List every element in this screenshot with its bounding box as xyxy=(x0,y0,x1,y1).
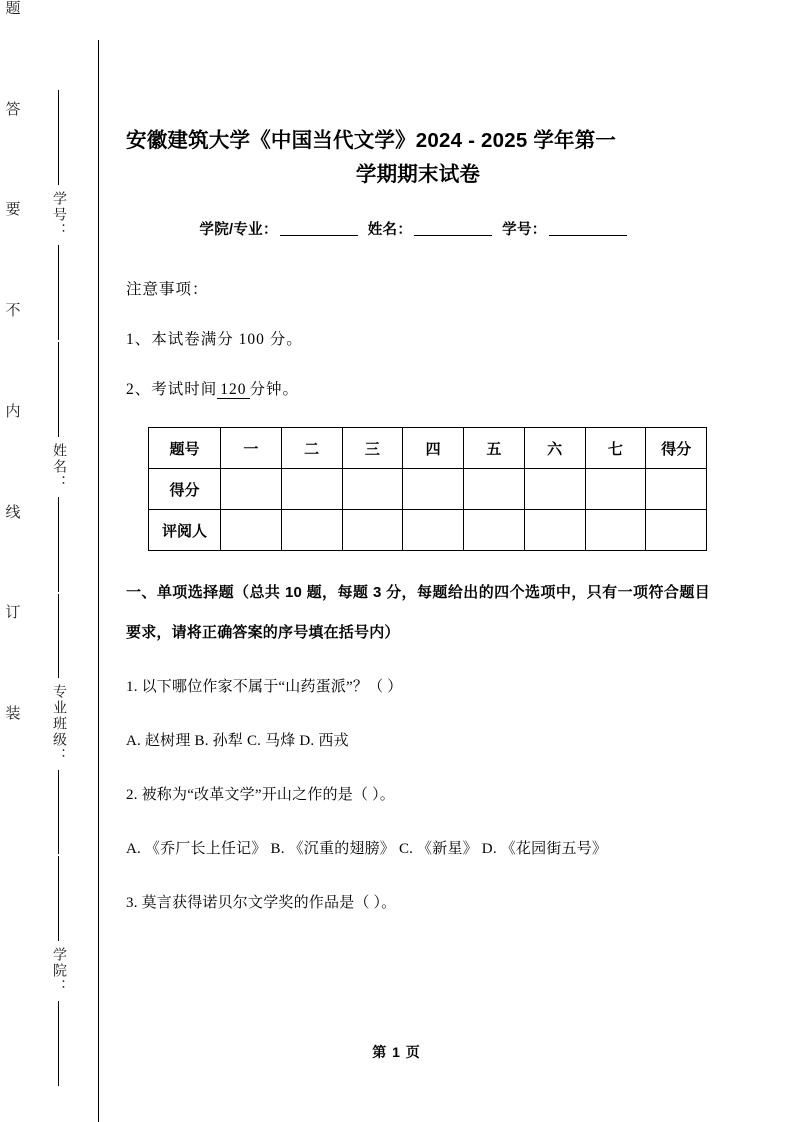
binding-field-label: 姓名： xyxy=(51,443,66,491)
seal-char: 订 xyxy=(3,604,20,620)
fill-line-top[interactable] xyxy=(58,90,59,185)
score-row-label: 评阅人 xyxy=(149,510,221,551)
score-cell[interactable] xyxy=(221,469,282,510)
score-table-header-cell: 六 xyxy=(524,428,585,469)
notes-item-2-prefix: 2、考试时间 xyxy=(126,381,218,398)
grader-cell[interactable] xyxy=(281,510,342,551)
score-cell[interactable] xyxy=(464,469,525,510)
fill-line-bottom[interactable] xyxy=(58,497,59,592)
binding-field-xuehao xyxy=(44,90,72,340)
seal-char: 装 xyxy=(3,704,20,720)
score-table-header-cell: 七 xyxy=(585,428,646,469)
table-row-header xyxy=(149,428,707,469)
question-2-stem: 2. 被称为“改革文学”开山之作的是（ ）。 xyxy=(126,787,395,803)
score-table-header-cell: 题号 xyxy=(149,428,221,469)
fill-line-bottom[interactable] xyxy=(58,245,59,340)
score-table-header-cell: 五 xyxy=(464,428,525,469)
page-footer: 第 1 页 xyxy=(372,1044,421,1060)
score-table-header-cell: 一 xyxy=(221,428,282,469)
notes-heading: 注意事项： xyxy=(126,281,209,298)
binding-field-label: 专业班级： xyxy=(51,684,66,764)
question-2-options: A. 《乔厂长上任记》 B. 《沉重的翅膀》 C. 《新星》 D. 《花园街五号》 xyxy=(126,841,608,857)
input-name[interactable] xyxy=(414,235,492,236)
score-table-header-cell: 四 xyxy=(403,428,464,469)
grader-cell[interactable] xyxy=(646,510,707,551)
binding-field-zhuanye-banji xyxy=(44,594,72,854)
binding-vertical-rule xyxy=(98,40,99,1122)
seal-char: 不 xyxy=(3,302,20,318)
seal-char: 线 xyxy=(3,503,20,519)
binding-field-column xyxy=(44,90,72,1090)
score-table-header-cell: 三 xyxy=(342,428,403,469)
notes-item-2 xyxy=(126,365,710,415)
question-3-stem: 3. 莫言获得诺贝尔文学奖的作品是（ ）。 xyxy=(126,895,397,911)
score-cell[interactable] xyxy=(646,469,707,510)
grader-cell[interactable] xyxy=(464,510,525,551)
grader-cell[interactable] xyxy=(221,510,282,551)
question-1-options: A. 赵树理 B. 孙犁 C. 马烽 D. 西戎 xyxy=(126,733,349,749)
score-cell[interactable] xyxy=(524,469,585,510)
exam-duration-value: 120 xyxy=(217,381,249,399)
input-student-id[interactable] xyxy=(549,235,627,236)
table-row xyxy=(149,469,707,510)
grader-cell[interactable] xyxy=(403,510,464,551)
student-info-line xyxy=(126,218,710,239)
seal-char: 内 xyxy=(3,402,20,418)
score-row-label: 得分 xyxy=(149,469,221,510)
binding-field-label: 学院： xyxy=(51,947,66,995)
page-title-line-1: 安徽建筑大学《中国当代文学》2024 - 2025 学年第一 xyxy=(126,129,617,152)
seal-line-characters xyxy=(0,0,22,720)
binding-field-label: 学号： xyxy=(51,191,66,239)
score-cell[interactable] xyxy=(403,469,464,510)
fill-line-top[interactable] xyxy=(58,342,59,437)
score-cell[interactable] xyxy=(585,469,646,510)
notes-item-2-suffix: 分钟。 xyxy=(249,381,300,398)
binding-field-xingming xyxy=(44,342,72,592)
notes-item-1: 1、本试卷满分 100 分。 xyxy=(126,331,303,348)
score-cell[interactable] xyxy=(342,469,403,510)
label-name: 姓名： xyxy=(367,222,413,238)
binding-margin xyxy=(0,0,110,1122)
exam-notes xyxy=(126,265,710,415)
table-row xyxy=(149,510,707,551)
label-college-major: 学院/专业： xyxy=(199,222,278,238)
fill-line-top[interactable] xyxy=(58,856,59,941)
page-title xyxy=(126,0,710,192)
score-cell[interactable] xyxy=(281,469,342,510)
seal-char: 题 xyxy=(3,0,20,15)
fill-line-top[interactable] xyxy=(58,594,59,678)
grader-cell[interactable] xyxy=(524,510,585,551)
question-1-stem: 1. 以下哪位作家不属于“山药蛋派”？（ ） xyxy=(126,679,403,695)
label-student-id: 学号： xyxy=(502,222,547,238)
seal-char: 答 xyxy=(3,100,20,116)
main-content xyxy=(126,0,710,923)
grader-cell[interactable] xyxy=(342,510,403,551)
score-table xyxy=(148,427,707,551)
score-table-header-cell: 二 xyxy=(281,428,342,469)
fill-line-bottom[interactable] xyxy=(58,770,59,854)
grader-cell[interactable] xyxy=(585,510,646,551)
input-college-major[interactable] xyxy=(280,235,358,236)
seal-char: 要 xyxy=(3,201,20,217)
score-table-header-cell: 得分 xyxy=(646,428,707,469)
section-heading-multiple-choice: 一、单项选择题（总共 10 题，每题 3 分，每题给出的四个选项中，只有一项符合题目要求，请将正确答案的序号填在括号内） xyxy=(126,584,710,641)
page-title-line-2: 学期期末试卷 xyxy=(355,163,481,186)
